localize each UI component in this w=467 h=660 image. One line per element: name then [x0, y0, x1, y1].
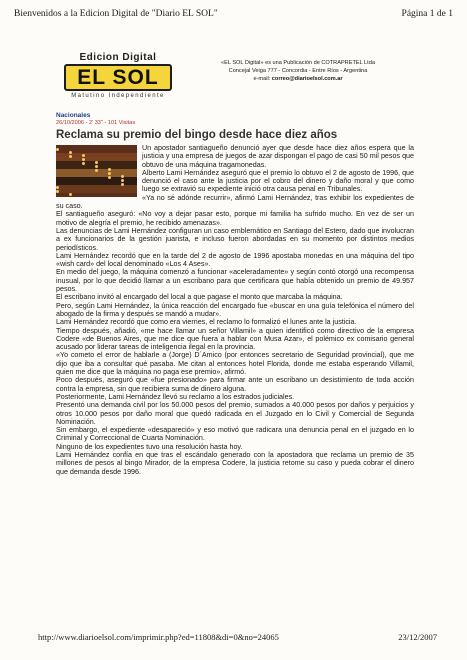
email-label: e-mail:: [253, 76, 272, 82]
article-paragraph: Ninguno de los expedientes tuvo una resolución hasta hoy.: [56, 442, 243, 451]
publisher-line-1: «EL SOL Digital» es una Publicación de COTRAPRETEL Ltda: [221, 60, 375, 66]
print-header-title: Bienvenidos a la Edicion Digital de "Diario EL SOL": [14, 9, 218, 19]
publisher-line-2: Concejal Veiga 777 - Concordia - Entre Ríos - Argentina: [228, 68, 368, 74]
logo-edition-text: Edicion Digital: [79, 52, 157, 63]
article-paragraph: Alberto Lami Hernández aseguró que el premio lo obtuvo el 2 de agosto de 1996, que denunció el caso ante la justicia por el cobro del dinero y daño moral y que como luego se extravió su expediente inició otra causa penal en Tribunales.: [142, 168, 414, 194]
publisher-info: [198, 59, 398, 83]
article-paragraph: En medio del juego, la máquina comenzó a funcionar «aceleradamente» y según contó otorgó una recompensa inusual, por lo que decidió llamar a un escribano para que certificara que había obtenido un premio de 49.957 pesos.: [56, 268, 414, 294]
email-link[interactable]: correo@diarioelsol.com.ar: [271, 76, 343, 82]
article-paragraph: Las denuncias de Lami Hernández configuran un caso emblemático en Santiago del Estero, dado que involucran a ex funcionarios de la gestión juarista, e incluso fueron abordadas en su momento por distintos medios periodísticos.: [56, 226, 414, 252]
newspaper-logo[interactable]: [58, 52, 178, 104]
article-paragraph: Posteriormente, Lami Hernández llevó su reclamo a los estrados judiciales.: [56, 392, 295, 401]
article-paragraph: «Yo cometo el error de hablarle a (Jorge) D´Amico (por entonces secretario de Seguridad provincial), que me dijo que iba a consultar qué pasaba. Me citan al entonces hotel Florida, donde me estaba esperando Villamil, quien me dice que la máquina no paga ese premio», afirmó.: [56, 351, 414, 377]
print-footer-url: http://www.diarioelsol.com/imprimir.php?ed=11808&di=0&no=24065: [38, 632, 279, 642]
logo-brand: EL SOL: [64, 64, 172, 91]
article-paragraph: Presentó una demanda civil por los 50.000 pesos del premio, sumados a 40.000 pesos por daños y perjuicios y otros 10.000 pesos por daño moral que quedó radicada en el Juzgado en lo Civil y Comercial de Segunda Nominación.: [56, 401, 414, 426]
article-paragraph: Poco después, aseguró que «fue presionado» para firmar ante un escribano un desistimiento de toda acción contra la empresa, sin que recibiera suma de dinero alguna.: [56, 376, 414, 393]
article-paragraph: Lami Hernández recordó que como era viernes, el reclamo lo formalizó el lunes ante la justicia.: [56, 318, 357, 327]
article-paragraph: Tiempo después, añadió, «me hace llamar un señor Villamil» a quien identificó como directivo de la empresa Codere «de Buenos Aires, que me dice que fuera a hablar con Musa Azar», el polémico ex comisario general acusado por liderar tareas de inteligencia ilegal en la provincia.: [56, 326, 414, 352]
page-count: Página 1 de 1: [401, 9, 453, 19]
article-body: [56, 144, 414, 476]
article-paragraph: El escribano invitó al encargado del local a que pagase el monto que marcaba la máquina.: [56, 293, 343, 302]
article-paragraph: Lami Hernández confía en que tras el escándalo generado con la apostadora que reclama un premio de 35 millones de pesos al bingo Mirador, de la empresa Codere, la justicia retome su caso y pueda cobrar el dinero que demanda desde 1996.: [56, 450, 414, 476]
logo-tagline: Matutino Independiente: [71, 93, 165, 99]
article-paragraph: Sin embargo, el expediente «desapareció» y eso motivó que radicara una denuncia penal en el juzgado en lo Criminal y Correccional de Cuarta Nominación.: [56, 426, 414, 443]
print-footer-date: 23/12/2007: [398, 632, 437, 642]
section-label[interactable]: Nacionales: [56, 112, 91, 119]
article-meta: 26/10/2006 - 2' 33" - 101 Visitas: [56, 120, 136, 126]
article-paragraph: Lami Hernández recordó que en la tarde del 2 de agosto de 1996 apostaba monedas en una máquina del tipo «wish card» del local denominado «Los 4 Ases».: [56, 251, 414, 269]
article-paragraph: «Ya no sé adónde recurrir», afirmó Lami Hernández, tras exhibir los expedientes de su caso.: [56, 193, 414, 211]
article-paragraph: Un apostador santiagueño denunció ayer que desde hace diez años espera que la justicia y una empresa de juegos de azar dispongan el pago de casi 50 mil pesos que obtuvo de una máquina tragamonedas.: [142, 144, 414, 169]
article-paragraph: Pero, según Lami Hernández, la única reacción del encargado fue «buscar en una guía telefónica el número del abogado de la firma y después se mandó a mudar».: [56, 301, 414, 318]
article-headline: Reclama su premio del bingo desde hace diez años: [56, 129, 338, 141]
article-paragraph: El santiagueño aseguró: «No voy a dejar pasar esto, porque mi familia ha sufrido mucho. En vez de ser un motivo de alegría el premio, he recibido amenazas».: [56, 210, 414, 227]
